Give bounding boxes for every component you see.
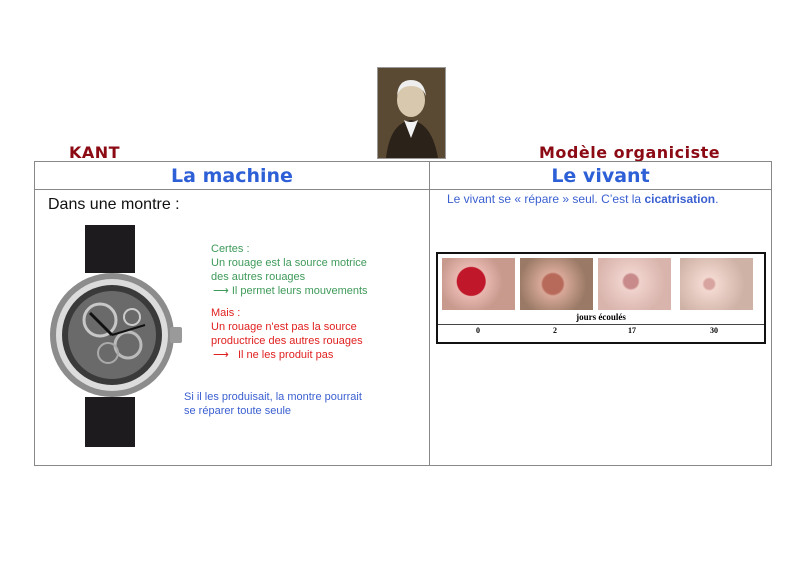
day-label: 2 — [553, 326, 557, 335]
mais-arrow-text: Il ne les produit pas — [237, 349, 334, 361]
column-divider — [429, 162, 430, 465]
healing-photo-strip — [436, 252, 766, 344]
organicist-model-heading: Modèle organiciste — [539, 143, 721, 162]
certes-line-2: des autres rouages — [211, 271, 306, 283]
arrow-right-icon: ⟶ — [213, 349, 229, 361]
day-label: 17 — [628, 326, 636, 335]
certes-line-1: Un rouage est la source motrice — [211, 257, 367, 269]
conclusion-line-2: se réparer toute seule — [184, 405, 292, 417]
healing-photo-day-17 — [598, 258, 671, 310]
days-caption: jours écoulés — [576, 312, 626, 322]
kant-heading: KANT — [69, 143, 121, 162]
healing-text-bold: cicatrisation — [644, 192, 716, 206]
mais-line-1: Un rouage n'est pas la source — [211, 321, 357, 333]
healing-text-start: Le vivant se « répare » seul. C’est la — [447, 192, 645, 206]
healing-text-end: . — [715, 192, 719, 206]
healing-photo-day-2 — [520, 258, 593, 310]
watch-image — [50, 225, 185, 447]
certes-arrow-row — [213, 284, 368, 298]
certes-label: Certes : — [211, 243, 250, 255]
mais-label: Mais : — [211, 307, 241, 319]
healing-photo-day-0 — [442, 258, 515, 310]
healing-photo-day-30 — [680, 258, 753, 310]
mais-arrow-row — [213, 348, 333, 362]
days-row — [438, 324, 764, 339]
kant-portrait-image — [377, 67, 446, 159]
day-label: 30 — [710, 326, 718, 335]
certes-arrow-text: Il permet leurs mouvements — [231, 285, 368, 297]
living-column-title: Le vivant — [430, 162, 771, 190]
mais-line-2: productrice des autres rouages — [211, 335, 363, 347]
conclusion-line-1: Si il les produisait, la montre pourrait — [184, 391, 362, 403]
machine-column-title: La machine — [35, 162, 429, 190]
healing-text — [447, 192, 718, 206]
arrow-right-icon: ⟶ — [213, 285, 229, 297]
day-label: 0 — [476, 326, 480, 335]
watch-intro-text: Dans une montre : — [48, 196, 180, 213]
